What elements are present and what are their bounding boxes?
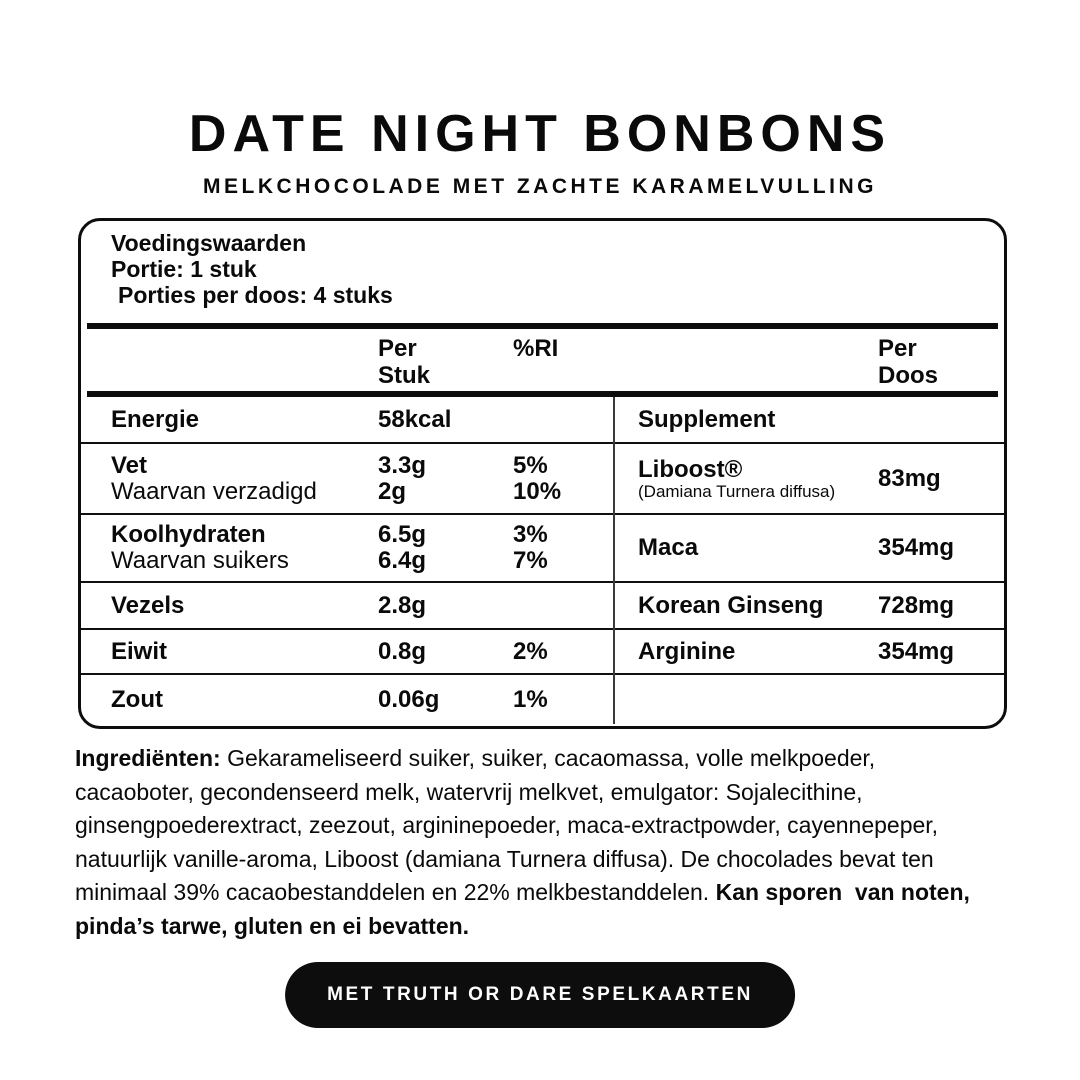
nutrient-subvalue: 2g: [378, 477, 407, 505]
table-row-vezels: [81, 581, 1004, 628]
supplement-amount: [878, 687, 1004, 713]
nutrient-label: Eiwit: [111, 637, 168, 665]
nutrient-ri-group: [513, 522, 613, 574]
nutrient-ri: 1%: [513, 685, 548, 713]
column-spacer-right: [613, 329, 878, 335]
servings-per-box: Porties per doos: 4 stuks: [118, 282, 393, 308]
allergen-warning: Kan sporen van noten, pinda’s tarwe, gluten en ei bevatten.: [75, 879, 977, 939]
nutrient-value: 0.8g: [378, 637, 427, 665]
vertical-divider: [613, 397, 615, 724]
nutrient-label-group: [81, 522, 378, 574]
nutrient-subri: 7%: [513, 547, 548, 574]
nutrient-label: Koolhydraten: [111, 521, 266, 548]
nutrient-value: 0.06g: [378, 685, 440, 713]
nutrient-subri: 10%: [513, 477, 562, 505]
badge-label: MET TRUTH OR DARE SPELKAARTEN: [327, 984, 753, 1005]
nutrient-ri: 2%: [513, 637, 548, 665]
column-spacer: [81, 329, 378, 335]
nutrient-ri: [513, 593, 613, 619]
supplement-amount: 354mg: [878, 534, 955, 561]
nutrient-ri: 3%: [513, 521, 548, 548]
nutrient-value-group: [378, 522, 513, 574]
nutrient-label: Vet: [111, 451, 148, 479]
nutrient-value: 2.8g: [378, 591, 427, 619]
column-per-doos: [878, 329, 1004, 389]
nutrient-value: 3.3g: [378, 451, 427, 479]
nutrient-value-group: [378, 453, 513, 505]
column-ri: %RI: [513, 335, 559, 362]
column-per-doos-label: Per Doos: [878, 335, 938, 389]
serving-size: Portie: 1 stuk: [111, 256, 257, 282]
table-row-vet: [81, 442, 1004, 513]
nutrient-subvalue: 6.4g: [378, 547, 427, 574]
panel-heading: Voedingswaarden: [111, 230, 307, 256]
nutrition-panel: [78, 218, 1007, 729]
nutrient-sublabel: Waarvan verzadigd: [111, 477, 317, 505]
column-per-stuk-label: Per Stuk: [378, 335, 431, 389]
table-row-eiwit: [81, 628, 1004, 673]
nutrient-label: Zout: [111, 685, 163, 713]
table-row-zout: [81, 673, 1004, 724]
nutrient-sublabel: Waarvan suikers: [111, 547, 289, 574]
ingredients-paragraph: [75, 742, 987, 943]
nutrient-ri-group: [513, 453, 613, 505]
nutrient-value: 6.5g: [378, 521, 427, 548]
supplement-name: Maca: [638, 534, 699, 561]
nutrient-label: Energie: [111, 405, 200, 433]
nutrient-ri: [513, 407, 613, 433]
supplement-amount: 83mg: [878, 464, 941, 492]
supplement-amount: 354mg: [878, 637, 955, 665]
column-header-row: [81, 329, 1004, 391]
ingredients-text: Gekarameliseerd suiker, suiker, cacaomassa, volle melkpoeder, cacaoboter, gecondenseerd melk, watervrij melkvet, emulgator: Sojalecithine, ginsengpoederextract, zeezout, argininepoeder, maca-extractpowder, cayennepeper, natuurlijk vanille-aroma, Liboost (damiana Turnera diffusa). De chocolades bevat ten minimaal 39% cacaobestanddelen en 22% melkbestanddelen.: [75, 745, 939, 905]
supplement-name-group: [613, 453, 878, 505]
nutrient-label-group: [81, 453, 378, 505]
supplement-subname: (Damiana Turnera diffusa): [638, 481, 836, 501]
supplement-name: [613, 687, 878, 713]
supplement-amount: 728mg: [878, 591, 955, 619]
truth-or-dare-badge: [285, 962, 795, 1028]
ingredients-label: Ingrediënten:: [75, 745, 221, 771]
supplement-name: Arginine: [638, 637, 736, 665]
supplement-name: Korean Ginseng: [638, 591, 824, 619]
nutrient-ri: 5%: [513, 451, 548, 479]
nutrient-label: Vezels: [111, 591, 185, 619]
nutrition-table-body: [81, 397, 1004, 724]
product-title: DATE NIGHT BONBONS: [188, 105, 892, 163]
supplement-amount: [878, 407, 1004, 433]
column-per-stuk: [378, 329, 513, 389]
supplement-name: Liboost®: [638, 455, 743, 483]
table-row-energie: [81, 397, 1004, 442]
panel-header: [81, 221, 1004, 308]
nutrient-value: 58kcal: [378, 405, 452, 433]
table-row-koolhydraten: [81, 513, 1004, 581]
product-subtitle: MELKCHOCOLADE MET ZACHTE KARAMELVULLING: [203, 175, 877, 198]
supplement-heading: Supplement: [638, 405, 776, 433]
